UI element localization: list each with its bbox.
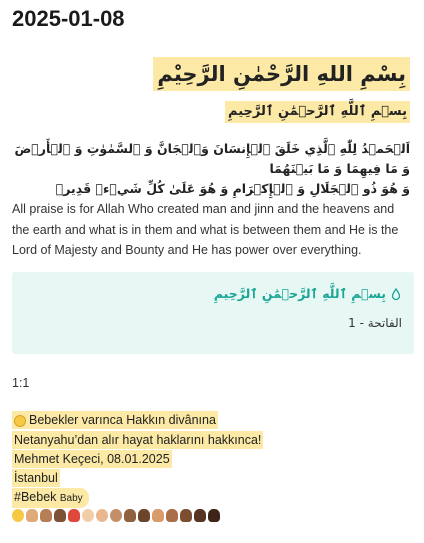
quote-title [214, 286, 402, 301]
drop-icon [390, 288, 402, 300]
basmala-heading: بِسْمِ اللهِ الرَّحْمٰنِ الرَّحِيْمِ [153, 57, 410, 91]
post-line-2: Netanyahu’dan alır hayat haklarını hakkınca! [14, 433, 262, 447]
person-emoji-icon [26, 509, 38, 522]
post-line-3: Mehmet Keçeci, 08.01.2025 [14, 452, 170, 466]
hashtag[interactable] [12, 488, 89, 508]
quran-quote-box [12, 272, 414, 354]
person-emoji-icon [138, 509, 150, 522]
post-line-1 [12, 411, 218, 429]
baby-emoji-icon [96, 509, 108, 522]
emoji-row [12, 509, 220, 522]
post-line-4: İstanbul [14, 471, 58, 485]
person-emoji-icon [180, 509, 192, 522]
quote-title-text: بِسۡمِ ٱللَّهِ ٱلرَّحۡمَٰنِ ٱلرَّحِيمِ [213, 286, 386, 301]
baby-emoji-icon [110, 509, 122, 522]
quote-reference: الفاتحة - 1 [348, 316, 402, 330]
hashtag-text[interactable]: #Bebek [14, 490, 57, 504]
baby-emoji-icon [12, 509, 24, 522]
person-emoji-icon [194, 509, 206, 522]
person-emoji-icon [124, 509, 136, 522]
person-emoji-icon [40, 509, 52, 522]
baby-face-icon [14, 415, 26, 427]
post-line-1-text: Bebekler varınca Hakkın divânına [29, 413, 216, 427]
baby-emoji-icon [82, 509, 94, 522]
verse-translation: All praise is for Allah Who created man and jinn and the heavens and the earth and what is in them and what is between them and He is the Lord of Majesty and Bounty and He has power over everything. [12, 202, 399, 257]
basmala-subheading: بِسۡمِ ٱللَّهِ ٱلرَّحۡمَٰنِ ٱلرَّحِيمِ [225, 101, 410, 123]
person-emoji-icon [68, 509, 80, 522]
person-emoji-icon [54, 509, 66, 522]
person-emoji-icon [166, 509, 178, 522]
arabic-verse [12, 139, 410, 199]
page-date: 2025-01-08 [12, 6, 125, 31]
person-emoji-icon [208, 509, 220, 522]
hashtag-small: Baby [59, 493, 83, 504]
aspect-ratio-label: 1:1 [12, 376, 30, 390]
person-emoji-icon [152, 509, 164, 522]
arabic-verse-line-1: اَلۡحَمۡدُ لِلّٰهِ ٱلَّذِي خَلَقَ ٱلۡإِنسَانَ وَٱلۡجَانَّ وَ ٱلسَّمٰوٰتِ وَ ٱلۡأَرۡضَ وَ مَا فِيهِمَا وَ مَا بَيۡنَهُمَا [14, 141, 410, 176]
arabic-verse-line-2: وَ هُوَ ذُو ٱلۡجَلَالِ وَ ٱلۡإِكۡرَامِ وَ هُوَ عَلَىٰ كُلِّ شَيۡءٖ قَدِيرٞ [55, 181, 410, 196]
